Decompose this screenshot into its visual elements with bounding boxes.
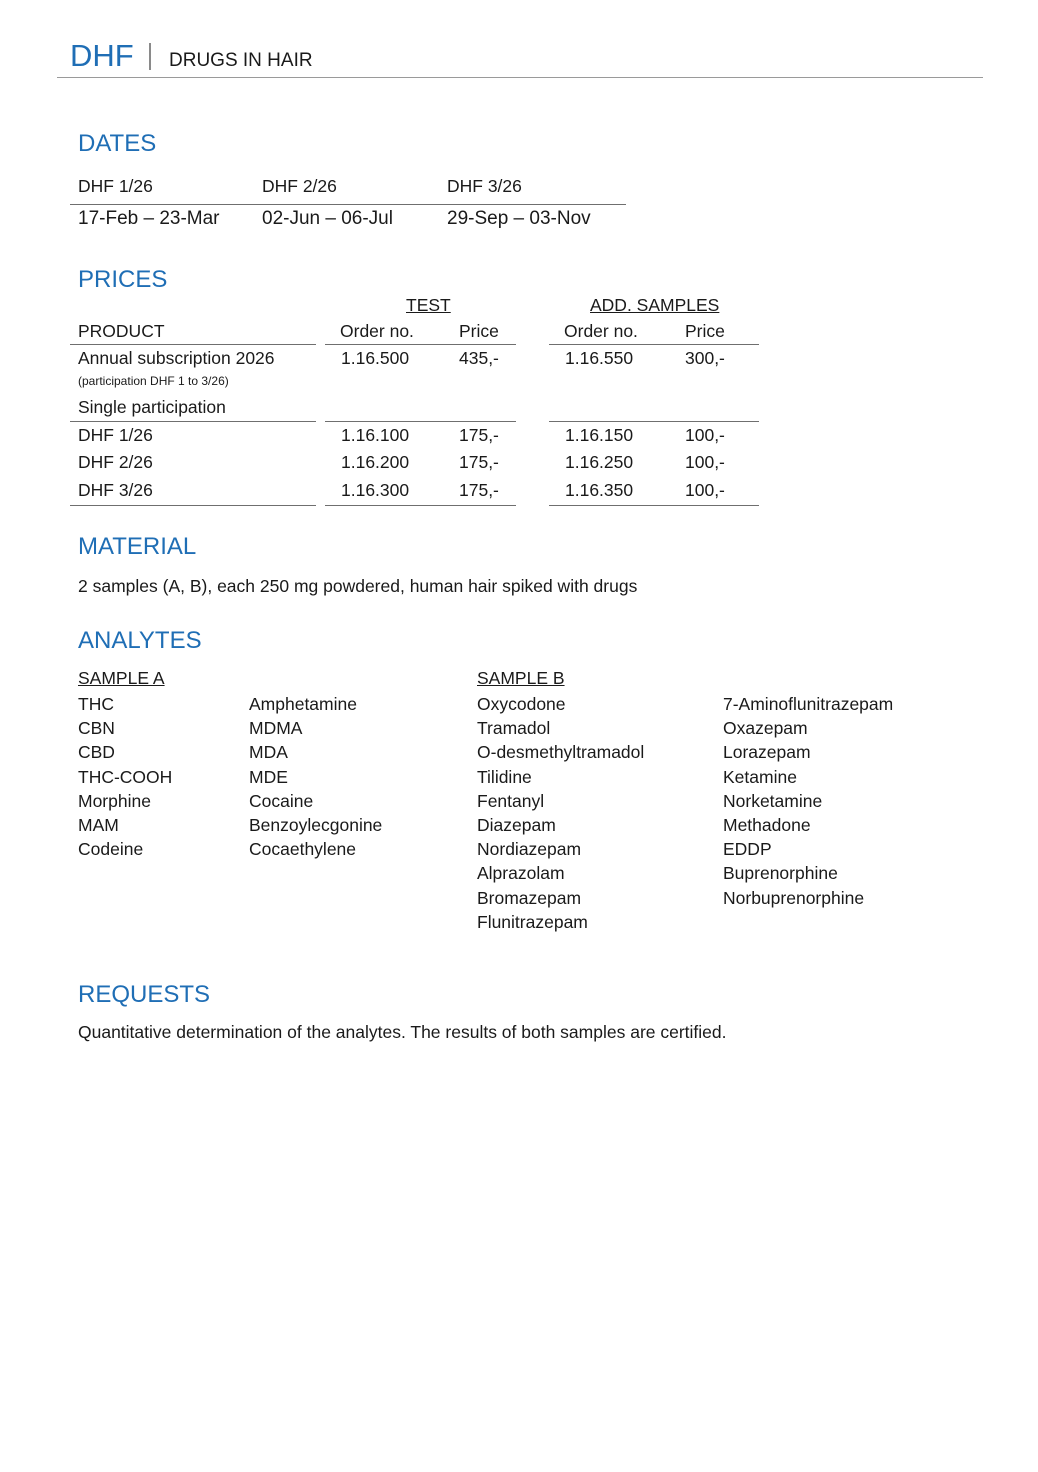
requests-text: Quantitative determination of the analytes. The results of both samples are certified. [78, 1022, 727, 1042]
price-row-add-order: 1.16.250 [565, 452, 634, 472]
material-heading: MATERIAL [78, 533, 197, 560]
prices-rule [549, 344, 759, 345]
header-divider [149, 43, 151, 70]
prices-rule [70, 421, 316, 422]
sample-b-column-2 [723, 692, 893, 910]
prices-group-add: ADD. SAMPLES [590, 295, 720, 315]
prices-col-product: PRODUCT [78, 321, 165, 341]
prices-col-test-price: Price [459, 321, 499, 341]
analyte-item: MDE [249, 766, 288, 787]
price-row-test-order: 1.16.100 [341, 425, 410, 445]
analyte-item: Buprenorphine [723, 863, 838, 884]
price-row-add-price: 100,- [685, 480, 725, 500]
prices-rule [325, 344, 516, 345]
analyte-item: Norbuprenorphine [723, 887, 865, 908]
price-row-add-price: 100,- [685, 425, 725, 445]
annual-note: (participation DHF 1 to 3/26) [78, 374, 229, 388]
analyte-item: O-desmethyltramadol [477, 742, 645, 763]
sample-b-column-1 [477, 692, 644, 934]
analyte-item: MAM [78, 815, 119, 836]
analyte-item: Cocaine [249, 790, 314, 811]
analyte-item: CBD [78, 742, 115, 763]
prices-rule [70, 505, 316, 506]
header-title: DRUGS IN HAIR [169, 50, 313, 71]
analyte-item: Flunitrazepam [477, 911, 588, 932]
prices-rule [549, 421, 759, 422]
single-participation-label: Single participation [78, 397, 226, 417]
prices-rule [325, 421, 516, 422]
analyte-item: Tramadol [477, 718, 551, 739]
annual-add-price: 300,- [685, 348, 725, 368]
analyte-item: Bromazepam [477, 887, 582, 908]
requests-heading: REQUESTS [78, 981, 211, 1008]
sample-a-column-1 [78, 692, 172, 861]
analyte-item: Cocaethylene [249, 839, 357, 860]
analyte-item: MDMA [249, 718, 303, 739]
prices-col-add-price: Price [685, 321, 725, 341]
dates-header-1: DHF 1/26 [78, 176, 153, 196]
sample-b-heading: SAMPLE B [477, 668, 565, 688]
analyte-item: Amphetamine [249, 694, 357, 714]
analyte-item: Ketamine [723, 766, 797, 787]
price-row-label: DHF 3/26 [78, 480, 153, 500]
prices-group-test: TEST [406, 295, 451, 315]
analyte-item: Alprazolam [477, 863, 565, 884]
price-row-add-price: 100,- [685, 452, 725, 472]
prices-heading: PRICES [78, 266, 168, 293]
price-row-label: DHF 2/26 [78, 452, 153, 472]
dates-heading: DATES [78, 130, 157, 157]
price-row-test-price: 175,- [459, 425, 499, 445]
price-row-test-price: 175,- [459, 452, 499, 472]
prices-rule [549, 505, 759, 506]
analyte-item: Benzoylecgonine [249, 815, 383, 836]
analyte-item: Oxazepam [723, 718, 808, 739]
analyte-item: EDDP [723, 839, 772, 860]
analyte-item: CBN [78, 718, 115, 739]
analyte-item: Morphine [78, 790, 151, 811]
analyte-item: Methadone [723, 815, 811, 836]
analyte-item: Fentanyl [477, 790, 545, 811]
analyte-item: MDA [249, 742, 288, 763]
annual-label: Annual subscription 2026 [78, 348, 275, 368]
annual-add-order: 1.16.550 [565, 348, 634, 368]
header-code: DHF [70, 38, 134, 73]
analyte-item: Nordiazepam [477, 839, 582, 860]
analyte-item: THC-COOH [78, 766, 173, 787]
analyte-item: Diazepam [477, 815, 556, 836]
price-row-test-order: 1.16.300 [341, 480, 410, 500]
annual-test-price: 435,- [459, 348, 499, 368]
dates-header-3: DHF 3/26 [447, 176, 522, 196]
analyte-item: Lorazepam [723, 742, 811, 763]
material-text: 2 samples (A, B), each 250 mg powdered, human hair spiked with drugs [78, 576, 638, 596]
price-row-test-order: 1.16.200 [341, 452, 410, 472]
sample-a-heading: SAMPLE A [78, 668, 165, 688]
dates-header-2: DHF 2/26 [262, 176, 337, 196]
prices-rule [70, 344, 316, 345]
prices-col-test-order: Order no. [340, 321, 414, 341]
price-row-label: DHF 1/26 [78, 425, 153, 445]
price-row-test-price: 175,- [459, 480, 499, 500]
analyte-item: Tilidine [477, 766, 532, 787]
prices-rule [325, 505, 516, 506]
dates-value-1: 17-Feb – 23-Mar [78, 208, 220, 229]
analytes-heading: ANALYTES [78, 627, 202, 654]
header-rule [57, 77, 983, 78]
price-row-add-order: 1.16.350 [565, 480, 634, 500]
dates-rule [70, 204, 626, 205]
dates-value-2: 02-Jun – 06-Jul [262, 208, 393, 229]
annual-test-order: 1.16.500 [341, 348, 410, 368]
price-row-add-order: 1.16.150 [565, 425, 634, 445]
prices-col-add-order: Order no. [564, 321, 638, 341]
dates-value-3: 29-Sep – 03-Nov [447, 208, 591, 229]
analyte-item: Norketamine [723, 790, 823, 811]
analyte-item: Oxycodone [477, 694, 566, 714]
sample-a-column-2 [249, 692, 382, 861]
analyte-item: THC [78, 694, 114, 714]
analyte-item: Codeine [78, 839, 144, 860]
analyte-item: 7-Aminoflunitrazepam [723, 694, 894, 714]
